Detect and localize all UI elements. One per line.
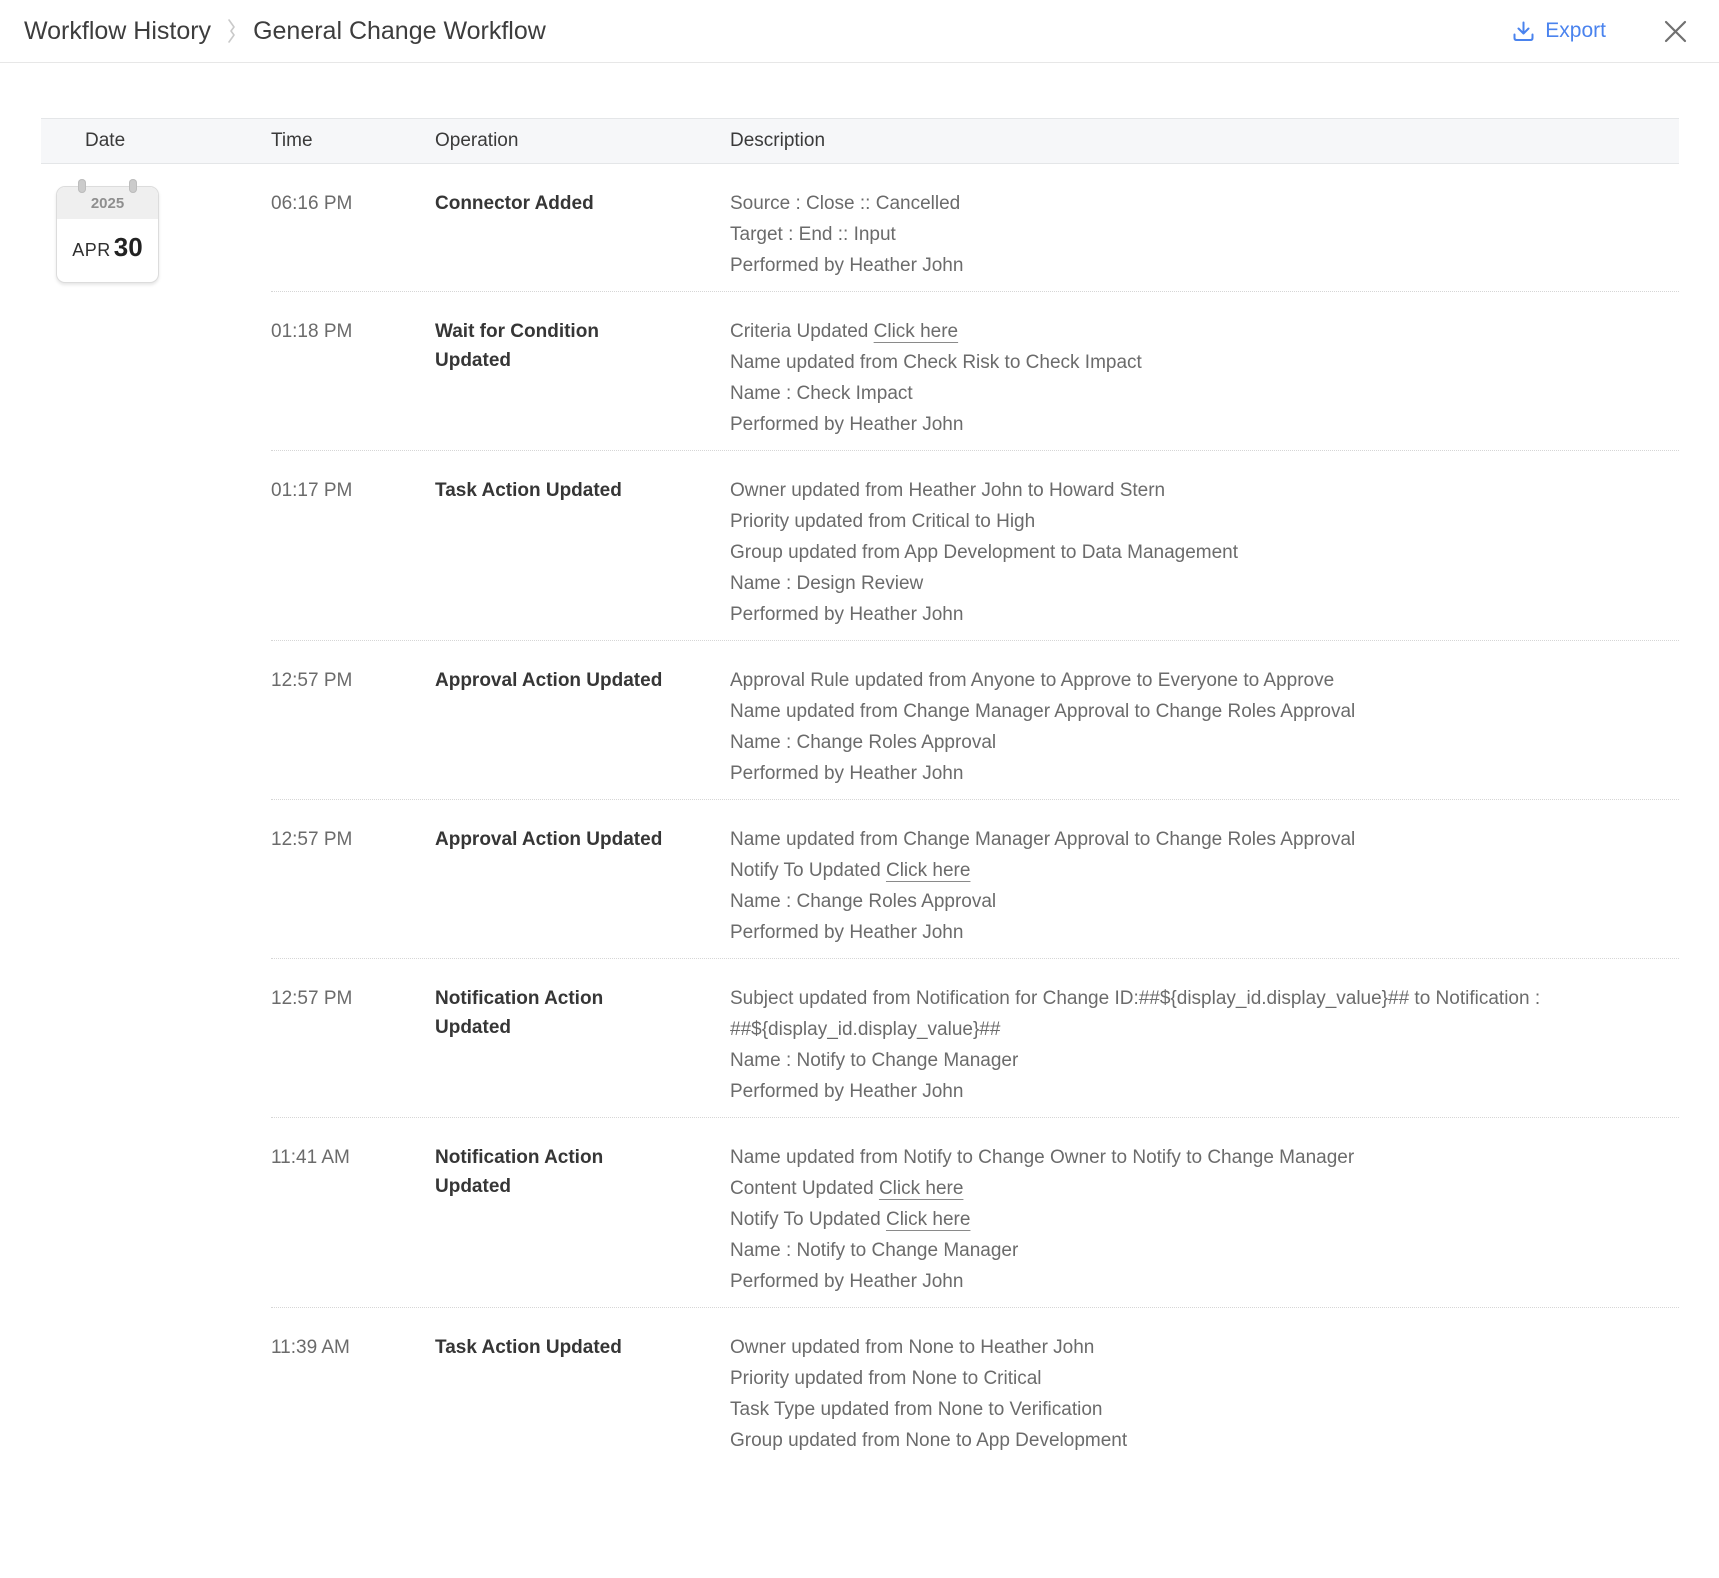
table-row xyxy=(271,800,1679,959)
description-line: Name : Change Roles Approval xyxy=(730,732,997,753)
calendar-pin-icon xyxy=(129,179,137,193)
description-line: Target : End :: Input xyxy=(730,224,896,245)
column-header-operation: Operation xyxy=(435,130,519,151)
event-operation: Notification Action Updated xyxy=(435,1147,604,1197)
date-cell xyxy=(41,164,271,1466)
event-time: 01:18 PM xyxy=(271,321,353,342)
event-description xyxy=(730,188,1679,281)
click-here-link[interactable]: Click here xyxy=(885,860,971,881)
event-operation: Task Action Updated xyxy=(435,480,622,501)
description-line: Name : Notify to Change Manager xyxy=(730,1050,1019,1071)
description-line: Source : Close :: Cancelled xyxy=(730,193,961,214)
click-here-link[interactable]: Click here xyxy=(873,321,959,342)
event-description xyxy=(730,475,1679,630)
description-line: Name updated from Check Risk to Check Impact xyxy=(730,352,1142,373)
description-line: Task Type updated from None to Verification xyxy=(730,1399,1103,1420)
table-row xyxy=(271,641,1679,800)
description-line: Subject updated from Notification for Change ID:##${display_id.display_value}## to Notification : ##${display_id.display_value}## xyxy=(730,988,1541,1040)
description-line: Name : Notify to Change Manager xyxy=(730,1240,1019,1261)
description-line: Owner updated from None to Heather John xyxy=(730,1337,1095,1358)
event-operation: Notification Action Updated xyxy=(435,988,604,1038)
table-body xyxy=(41,164,1679,1466)
event-time: 12:57 PM xyxy=(271,670,353,691)
description-line: Performed by Heather John xyxy=(730,604,964,625)
table-row xyxy=(271,1118,1679,1308)
description-line: Owner updated from Heather John to Howard Stern xyxy=(730,480,1166,501)
history-table xyxy=(41,118,1679,1466)
event-operation: Wait for Condition Updated xyxy=(435,321,599,371)
column-header-date: Date xyxy=(85,130,126,151)
page-title: General Change Workflow xyxy=(253,16,546,45)
event-description xyxy=(730,316,1679,440)
calendar-pin-icon xyxy=(78,179,86,193)
export-label: Export xyxy=(1545,19,1606,42)
event-time: 12:57 PM xyxy=(271,988,353,1009)
event-time: 06:16 PM xyxy=(271,193,353,214)
description-line: Performed by Heather John xyxy=(730,922,964,943)
event-description xyxy=(730,1332,1679,1456)
description-line: Notify To Updated Click here xyxy=(730,1209,971,1230)
chevron-right-icon xyxy=(225,18,239,44)
event-operation: Approval Action Updated xyxy=(435,829,663,850)
click-here-link[interactable]: Click here xyxy=(878,1178,964,1199)
event-time: 11:39 AM xyxy=(271,1337,350,1358)
event-operation: Task Action Updated xyxy=(435,1337,622,1358)
description-line: Priority updated from Critical to High xyxy=(730,511,1036,532)
description-line: Priority updated from None to Critical xyxy=(730,1368,1042,1389)
event-description xyxy=(730,665,1679,789)
event-description xyxy=(730,1142,1679,1297)
description-line: Name : Change Roles Approval xyxy=(730,891,997,912)
description-line: Performed by Heather John xyxy=(730,1081,964,1102)
column-header-time: Time xyxy=(271,130,313,151)
click-here-link[interactable]: Click here xyxy=(885,1209,971,1230)
event-description xyxy=(730,983,1679,1107)
column-header-description: Description xyxy=(730,130,826,151)
description-line: Name : Check Impact xyxy=(730,383,913,404)
export-button[interactable] xyxy=(1511,19,1606,44)
event-list xyxy=(271,164,1679,1466)
table-row xyxy=(271,1308,1679,1466)
table-header xyxy=(41,118,1679,164)
event-operation: Connector Added xyxy=(435,193,594,214)
calendar-year: 2025 xyxy=(57,187,158,219)
topbar-actions xyxy=(1511,18,1689,45)
table-row xyxy=(271,292,1679,451)
event-time: 11:41 AM xyxy=(271,1147,350,1168)
description-line: Performed by Heather John xyxy=(730,414,964,435)
date-calendar-widget xyxy=(56,186,159,283)
description-line: Performed by Heather John xyxy=(730,255,964,276)
description-line: Group updated from App Development to Data Management xyxy=(730,542,1239,563)
description-line: Content Updated Click here xyxy=(730,1178,964,1199)
description-line: Name updated from Change Manager Approval to Change Roles Approval xyxy=(730,701,1356,722)
description-line: Notify To Updated Click here xyxy=(730,860,971,881)
table-row xyxy=(271,959,1679,1118)
description-line: Name updated from Notify to Change Owner to Notify to Change Manager xyxy=(730,1147,1355,1168)
breadcrumb-root[interactable]: Workflow History xyxy=(24,16,212,45)
description-line: Name : Design Review xyxy=(730,573,924,594)
description-line: Name updated from Change Manager Approval to Change Roles Approval xyxy=(730,829,1356,850)
description-line: Performed by Heather John xyxy=(730,1271,964,1292)
event-description xyxy=(730,824,1679,948)
event-operation: Approval Action Updated xyxy=(435,670,663,691)
event-time: 12:57 PM xyxy=(271,829,353,850)
event-time: 01:17 PM xyxy=(271,480,353,501)
close-icon[interactable] xyxy=(1662,18,1689,45)
download-icon xyxy=(1511,19,1536,44)
table-row xyxy=(271,164,1679,292)
breadcrumb xyxy=(24,17,546,46)
description-line: Criteria Updated Click here xyxy=(730,321,959,342)
description-line: Group updated from None to App Development xyxy=(730,1430,1128,1451)
description-line: Approval Rule updated from Anyone to Approve to Everyone to Approve xyxy=(730,670,1335,691)
topbar xyxy=(0,0,1719,63)
calendar-day: 30 xyxy=(113,232,143,262)
calendar-month: APR xyxy=(72,240,111,260)
table-row xyxy=(271,451,1679,641)
description-line: Performed by Heather John xyxy=(730,763,964,784)
